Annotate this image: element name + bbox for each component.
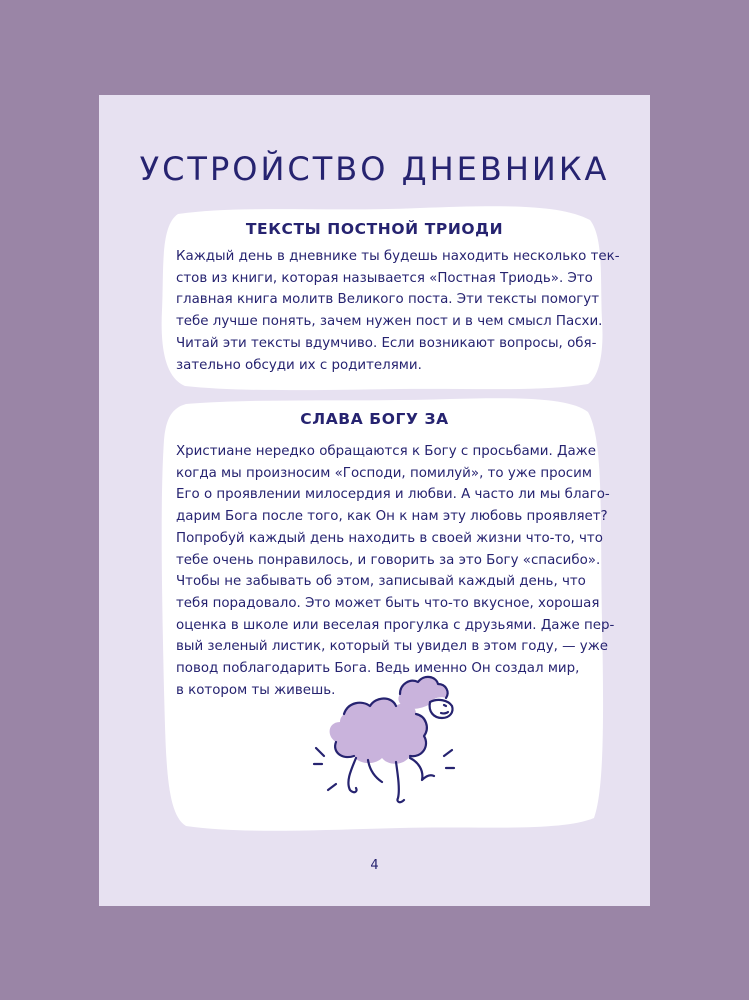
page-title: УСТРОЙСТВО ДНЕВНИКА bbox=[139, 150, 610, 188]
section-body-triodion bbox=[176, 246, 620, 376]
section-heading-triodion: ТЕКСТЫ ПОСТНОЙ ТРИОДИ bbox=[245, 220, 504, 238]
page-number: 4 bbox=[370, 858, 379, 873]
text-line: Читай эти тексты вдумчиво. Если возникают вопросы, обя- bbox=[176, 335, 597, 351]
text-line: главная книга молитв Великого поста. Эти тексты помогут bbox=[176, 292, 600, 308]
text-line: в котором ты живешь. bbox=[176, 682, 336, 698]
text-line: Попробуй каждый день находить в своей жизни что-то, что bbox=[176, 530, 603, 546]
text-line: Чтобы не забывать об этом, записывай каждый день, что bbox=[176, 574, 586, 590]
text-line: стов из книги, которая называется «Постная Триодь». Это bbox=[176, 270, 593, 286]
text-line: повод поблагодарить Бога. Ведь именно Он создал мир, bbox=[176, 661, 580, 677]
text-line: дарим Бога после того, как Он к нам эту любовь проявляет? bbox=[176, 509, 608, 525]
text-line: тебя порадовало. Это может быть что-то вкусное, хорошая bbox=[176, 595, 600, 611]
text-line: тебе очень понравилось, и говорить за это Богу «спасибо». bbox=[176, 552, 601, 568]
text-line: Каждый день в дневнике ты будешь находить несколько тек- bbox=[176, 249, 620, 264]
text-line: тебе лучше понять, зачем нужен пост и в чем смысл Пасхи. bbox=[176, 314, 603, 330]
text-line: вый зеленый листик, который ты увидел в этом году, — уже bbox=[176, 639, 609, 655]
text-line: когда мы произносим «Господи, помилуй», то уже просим bbox=[176, 465, 592, 481]
text-line: Его о проявлении милосердия и любви. А часто ли мы благо- bbox=[176, 487, 610, 503]
text-line: Христиане нередко обращаются к Богу с просьбами. Даже bbox=[176, 444, 596, 459]
text-line: оценка в школе или веселая прогулка с друзьями. Даже пер- bbox=[176, 617, 615, 633]
section-body-thanks bbox=[176, 441, 615, 701]
section-heading-thanks: СЛАВА БОГУ ЗА bbox=[300, 410, 449, 428]
text-line: зательно обсуди их с родителями. bbox=[176, 357, 422, 373]
sheep-illustration bbox=[296, 672, 476, 812]
